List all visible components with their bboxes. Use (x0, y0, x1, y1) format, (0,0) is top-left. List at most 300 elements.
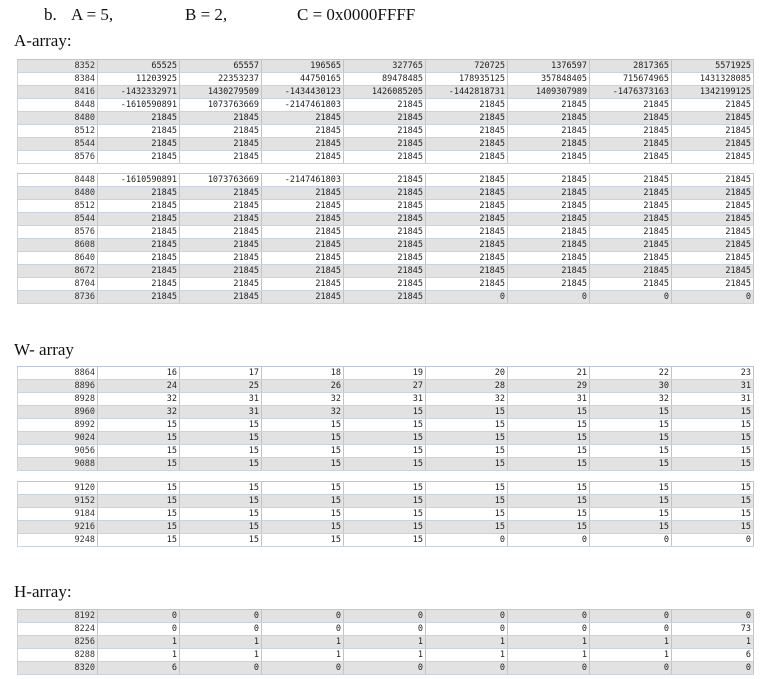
value-cell: 15 (98, 508, 180, 521)
value-cell: 0 (672, 662, 754, 675)
value-cell: 21845 (508, 99, 590, 112)
w-array-table-1 (17, 366, 754, 471)
value-cell: 21845 (508, 213, 590, 226)
table-row (18, 534, 754, 547)
value-cell: 0 (508, 610, 590, 623)
value-cell: 1073763669 (180, 99, 262, 112)
value-cell: 0 (262, 610, 344, 623)
value-cell: 21845 (180, 112, 262, 125)
value-cell: 21845 (590, 226, 672, 239)
value-cell: 44750165 (262, 73, 344, 86)
value-cell: 1 (508, 636, 590, 649)
value-cell: 0 (672, 610, 754, 623)
value-cell: 1431328085 (672, 73, 754, 86)
value-cell: 15 (344, 406, 426, 419)
value-cell: 15 (590, 521, 672, 534)
table-row (18, 239, 754, 252)
value-cell: 21845 (426, 99, 508, 112)
value-cell: 15 (672, 445, 754, 458)
address-cell: 8512 (18, 125, 98, 138)
value-cell: 21845 (98, 226, 180, 239)
value-cell: 21845 (98, 265, 180, 278)
value-cell: 15 (426, 495, 508, 508)
value-cell: 21845 (508, 187, 590, 200)
value-cell: 21845 (426, 187, 508, 200)
value-cell: 21845 (180, 252, 262, 265)
value-cell: 21845 (344, 291, 426, 304)
value-cell: 0 (344, 662, 426, 675)
value-cell: 15 (590, 419, 672, 432)
value-cell: 21845 (672, 187, 754, 200)
address-cell: 9088 (18, 458, 98, 471)
value-cell: 21845 (262, 125, 344, 138)
value-cell: 21845 (98, 291, 180, 304)
value-cell: -1476373163 (590, 86, 672, 99)
value-cell: 15 (426, 458, 508, 471)
value-cell: 21845 (180, 200, 262, 213)
value-cell: 15 (672, 432, 754, 445)
table-row (18, 419, 754, 432)
table-row (18, 213, 754, 226)
value-cell: 21845 (672, 278, 754, 291)
value-cell: 21845 (426, 239, 508, 252)
value-cell: 21845 (672, 174, 754, 187)
value-cell: 715674965 (590, 73, 672, 86)
value-cell: 21845 (180, 125, 262, 138)
value-cell: 15 (508, 445, 590, 458)
value-cell: 15 (180, 508, 262, 521)
address-cell: 8480 (18, 187, 98, 200)
value-cell: 32 (590, 393, 672, 406)
value-cell: 1 (344, 636, 426, 649)
value-cell: 0 (508, 662, 590, 675)
value-cell: 0 (180, 610, 262, 623)
value-cell: 15 (180, 419, 262, 432)
a-array-table-2 (17, 173, 754, 304)
table-row (18, 482, 754, 495)
value-cell: 21845 (508, 151, 590, 164)
value-cell: 21845 (426, 174, 508, 187)
value-cell: 21845 (180, 278, 262, 291)
table-row (18, 508, 754, 521)
h-array-title: H-array: (14, 582, 72, 601)
address-cell: 9248 (18, 534, 98, 547)
value-cell: 21845 (508, 239, 590, 252)
value-cell: 21845 (590, 138, 672, 151)
header-c-value: C = 0x0000FFFF (297, 5, 416, 24)
table-row (18, 521, 754, 534)
value-cell: 21845 (426, 252, 508, 265)
value-cell: 21845 (672, 252, 754, 265)
value-cell: 0 (426, 610, 508, 623)
value-cell: 15 (508, 432, 590, 445)
value-cell: 15 (180, 495, 262, 508)
value-cell: 15 (426, 432, 508, 445)
value-cell: 21845 (98, 187, 180, 200)
value-cell: -2147461803 (262, 99, 344, 112)
table-row (18, 380, 754, 393)
value-cell: 15 (344, 419, 426, 432)
value-cell: 21845 (508, 252, 590, 265)
value-cell: 15 (672, 508, 754, 521)
value-cell: 65557 (180, 60, 262, 73)
value-cell: 1073763669 (180, 174, 262, 187)
table-row (18, 174, 754, 187)
table-row (18, 60, 754, 73)
value-cell: 0 (508, 534, 590, 547)
address-cell: 9152 (18, 495, 98, 508)
value-cell: 21845 (344, 252, 426, 265)
value-cell: 0 (590, 291, 672, 304)
value-cell: 21845 (426, 151, 508, 164)
value-cell: 21845 (672, 200, 754, 213)
value-cell: 15 (262, 482, 344, 495)
value-cell: 21845 (180, 187, 262, 200)
address-cell: 8192 (18, 610, 98, 623)
value-cell: 17 (180, 367, 262, 380)
value-cell: 21845 (262, 278, 344, 291)
h-array-table (17, 609, 754, 675)
value-cell: 21845 (262, 187, 344, 200)
value-cell: 21845 (344, 138, 426, 151)
table-row (18, 291, 754, 304)
value-cell: 21845 (262, 138, 344, 151)
value-cell: 21845 (426, 213, 508, 226)
table-row (18, 278, 754, 291)
header-item-label: b. (44, 5, 57, 24)
value-cell: 1 (180, 649, 262, 662)
table-row (18, 86, 754, 99)
value-cell: 31 (508, 393, 590, 406)
value-cell: 31 (672, 393, 754, 406)
value-cell: 15 (180, 458, 262, 471)
table-row (18, 495, 754, 508)
value-cell: 21845 (98, 213, 180, 226)
address-cell: 8224 (18, 623, 98, 636)
value-cell: 22353237 (180, 73, 262, 86)
value-cell: 1 (590, 649, 672, 662)
value-cell: 21845 (98, 138, 180, 151)
w-array-table-2 (17, 481, 754, 547)
table-row (18, 187, 754, 200)
value-cell: 0 (426, 534, 508, 547)
value-cell: 21845 (344, 187, 426, 200)
value-cell: 21845 (590, 213, 672, 226)
value-cell: 15 (262, 521, 344, 534)
value-cell: 21845 (344, 200, 426, 213)
table-row (18, 636, 754, 649)
address-cell: 8384 (18, 73, 98, 86)
value-cell: 2817365 (590, 60, 672, 73)
value-cell: 21845 (590, 112, 672, 125)
value-cell: 0 (672, 291, 754, 304)
value-cell: 15 (508, 508, 590, 521)
value-cell: 21845 (344, 239, 426, 252)
value-cell: 15 (672, 406, 754, 419)
value-cell: 15 (426, 508, 508, 521)
value-cell: 89478485 (344, 73, 426, 86)
address-cell: 8992 (18, 419, 98, 432)
value-cell: 15 (262, 508, 344, 521)
value-cell: 21845 (672, 138, 754, 151)
value-cell: 21845 (180, 265, 262, 278)
address-cell: 9120 (18, 482, 98, 495)
value-cell: 21845 (98, 112, 180, 125)
value-cell: 21845 (590, 200, 672, 213)
table-row (18, 445, 754, 458)
address-cell: 8736 (18, 291, 98, 304)
value-cell: 15 (344, 495, 426, 508)
value-cell: 21845 (426, 125, 508, 138)
value-cell: 21845 (508, 138, 590, 151)
value-cell: 15 (590, 432, 672, 445)
value-cell: 0 (590, 623, 672, 636)
table-row (18, 138, 754, 151)
value-cell: -1610590891 (98, 174, 180, 187)
value-cell: 6 (98, 662, 180, 675)
value-cell: 0 (508, 623, 590, 636)
value-cell: 15 (180, 521, 262, 534)
value-cell: 21845 (426, 200, 508, 213)
value-cell: 15 (262, 495, 344, 508)
value-cell: 21845 (672, 239, 754, 252)
table-row (18, 610, 754, 623)
value-cell: -1432332971 (98, 86, 180, 99)
value-cell: 21845 (672, 112, 754, 125)
value-cell: 21845 (262, 265, 344, 278)
value-cell: 15 (426, 521, 508, 534)
header-a-value: A = 5, (71, 5, 114, 24)
table-row (18, 432, 754, 445)
value-cell: 0 (508, 291, 590, 304)
value-cell: 32 (262, 406, 344, 419)
value-cell: 20 (426, 367, 508, 380)
value-cell: 21845 (590, 99, 672, 112)
value-cell: 0 (426, 291, 508, 304)
value-cell: 1342199125 (672, 86, 754, 99)
address-cell: 8512 (18, 200, 98, 213)
value-cell: 15 (180, 482, 262, 495)
value-cell: 15 (426, 419, 508, 432)
address-cell: 8704 (18, 278, 98, 291)
value-cell: 21845 (180, 239, 262, 252)
address-cell: 8256 (18, 636, 98, 649)
value-cell: 21845 (344, 213, 426, 226)
w-array-title: W- array (14, 340, 74, 359)
value-cell: 15 (508, 482, 590, 495)
value-cell: 21845 (344, 278, 426, 291)
value-cell: 15 (98, 495, 180, 508)
value-cell: 15 (672, 495, 754, 508)
value-cell: 65525 (98, 60, 180, 73)
value-cell: 21845 (508, 200, 590, 213)
value-cell: 0 (180, 623, 262, 636)
value-cell: 21845 (590, 151, 672, 164)
value-cell: -1434430123 (262, 86, 344, 99)
value-cell: 21845 (672, 151, 754, 164)
value-cell: 0 (98, 623, 180, 636)
value-cell: 21845 (180, 291, 262, 304)
table-row (18, 393, 754, 406)
table-row (18, 406, 754, 419)
value-cell: 0 (180, 662, 262, 675)
table-row (18, 367, 754, 380)
value-cell: -1442818731 (426, 86, 508, 99)
value-cell: 0 (672, 534, 754, 547)
value-cell: 15 (262, 419, 344, 432)
value-cell: 21845 (98, 239, 180, 252)
value-cell: 15 (590, 495, 672, 508)
value-cell: 21845 (426, 278, 508, 291)
value-cell: 15 (344, 482, 426, 495)
value-cell: 21 (508, 367, 590, 380)
value-cell: 21845 (262, 112, 344, 125)
value-cell: 30 (590, 380, 672, 393)
value-cell: 1 (180, 636, 262, 649)
value-cell: 15 (98, 419, 180, 432)
value-cell: 15 (508, 521, 590, 534)
value-cell: 21845 (98, 252, 180, 265)
address-cell: 9024 (18, 432, 98, 445)
value-cell: 21845 (344, 151, 426, 164)
value-cell: 21845 (426, 138, 508, 151)
table-row (18, 99, 754, 112)
value-cell: 6 (672, 649, 754, 662)
value-cell: 21845 (180, 226, 262, 239)
value-cell: 15 (426, 406, 508, 419)
value-cell: 1409307989 (508, 86, 590, 99)
table-row (18, 623, 754, 636)
table-row (18, 265, 754, 278)
value-cell: 0 (344, 610, 426, 623)
address-cell: 8640 (18, 252, 98, 265)
value-cell: 32 (262, 393, 344, 406)
value-cell: 21845 (344, 174, 426, 187)
value-cell: 21845 (344, 265, 426, 278)
value-cell: 18 (262, 367, 344, 380)
value-cell: 15 (590, 458, 672, 471)
value-cell: 21845 (344, 112, 426, 125)
value-cell: 16 (98, 367, 180, 380)
value-cell: 0 (590, 534, 672, 547)
value-cell: 1 (262, 649, 344, 662)
value-cell: 21845 (344, 125, 426, 138)
value-cell: 21845 (98, 125, 180, 138)
table-row (18, 649, 754, 662)
value-cell: 15 (98, 432, 180, 445)
value-cell: 15 (98, 521, 180, 534)
value-cell: 0 (590, 610, 672, 623)
value-cell: 21845 (590, 278, 672, 291)
table-row (18, 662, 754, 675)
value-cell: 21845 (426, 265, 508, 278)
value-cell: 21845 (590, 174, 672, 187)
address-cell: 9216 (18, 521, 98, 534)
value-cell: 0 (262, 662, 344, 675)
value-cell: 15 (98, 458, 180, 471)
value-cell: 31 (672, 380, 754, 393)
value-cell: 1 (98, 636, 180, 649)
value-cell: 21845 (262, 252, 344, 265)
value-cell: 15 (98, 445, 180, 458)
address-cell: 8352 (18, 60, 98, 73)
value-cell: 21845 (262, 151, 344, 164)
value-cell: 0 (98, 610, 180, 623)
header-b-value: B = 2, (185, 5, 228, 24)
value-cell: 21845 (508, 174, 590, 187)
value-cell: 15 (672, 419, 754, 432)
value-cell: 19 (344, 367, 426, 380)
address-cell: 9184 (18, 508, 98, 521)
value-cell: 29 (508, 380, 590, 393)
value-cell: 32 (98, 393, 180, 406)
value-cell: 32 (426, 393, 508, 406)
value-cell: 21845 (508, 265, 590, 278)
value-cell: 15 (426, 482, 508, 495)
table-row (18, 226, 754, 239)
address-cell: 8448 (18, 174, 98, 187)
a-array-title: A-array: (14, 31, 72, 50)
value-cell: 21845 (508, 226, 590, 239)
value-cell: 15 (508, 406, 590, 419)
value-cell: 1 (344, 649, 426, 662)
value-cell: 21845 (672, 99, 754, 112)
value-cell: 21845 (672, 125, 754, 138)
value-cell: 21845 (262, 239, 344, 252)
a-array-table-1 (17, 59, 754, 164)
address-cell: 8320 (18, 662, 98, 675)
address-cell: 8864 (18, 367, 98, 380)
address-cell: 8448 (18, 99, 98, 112)
value-cell: 21845 (262, 291, 344, 304)
value-cell: 21845 (590, 252, 672, 265)
value-cell: 22 (590, 367, 672, 380)
value-cell: 15 (590, 508, 672, 521)
value-cell: 21845 (590, 125, 672, 138)
value-cell: -2147461803 (262, 174, 344, 187)
address-cell: 9056 (18, 445, 98, 458)
value-cell: 0 (426, 662, 508, 675)
address-cell: 8288 (18, 649, 98, 662)
value-cell: 15 (180, 432, 262, 445)
value-cell: 32 (98, 406, 180, 419)
value-cell: 15 (672, 482, 754, 495)
value-cell: 15 (672, 458, 754, 471)
value-cell: 15 (98, 534, 180, 547)
value-cell: 21845 (180, 213, 262, 226)
value-cell: 0 (262, 623, 344, 636)
value-cell: 15 (508, 458, 590, 471)
value-cell: 15 (590, 406, 672, 419)
value-cell: -1610590891 (98, 99, 180, 112)
value-cell: 31 (344, 393, 426, 406)
value-cell: 0 (344, 623, 426, 636)
value-cell: 21845 (672, 265, 754, 278)
value-cell: 15 (344, 432, 426, 445)
table-row (18, 73, 754, 86)
value-cell: 178935125 (426, 73, 508, 86)
value-cell: 720725 (426, 60, 508, 73)
value-cell: 15 (590, 445, 672, 458)
value-cell: 73 (672, 623, 754, 636)
value-cell: 25 (180, 380, 262, 393)
value-cell: 21845 (426, 226, 508, 239)
value-cell: 21845 (344, 226, 426, 239)
value-cell: 1 (672, 636, 754, 649)
value-cell: 21845 (590, 187, 672, 200)
value-cell: 21845 (262, 213, 344, 226)
value-cell: 21845 (344, 99, 426, 112)
